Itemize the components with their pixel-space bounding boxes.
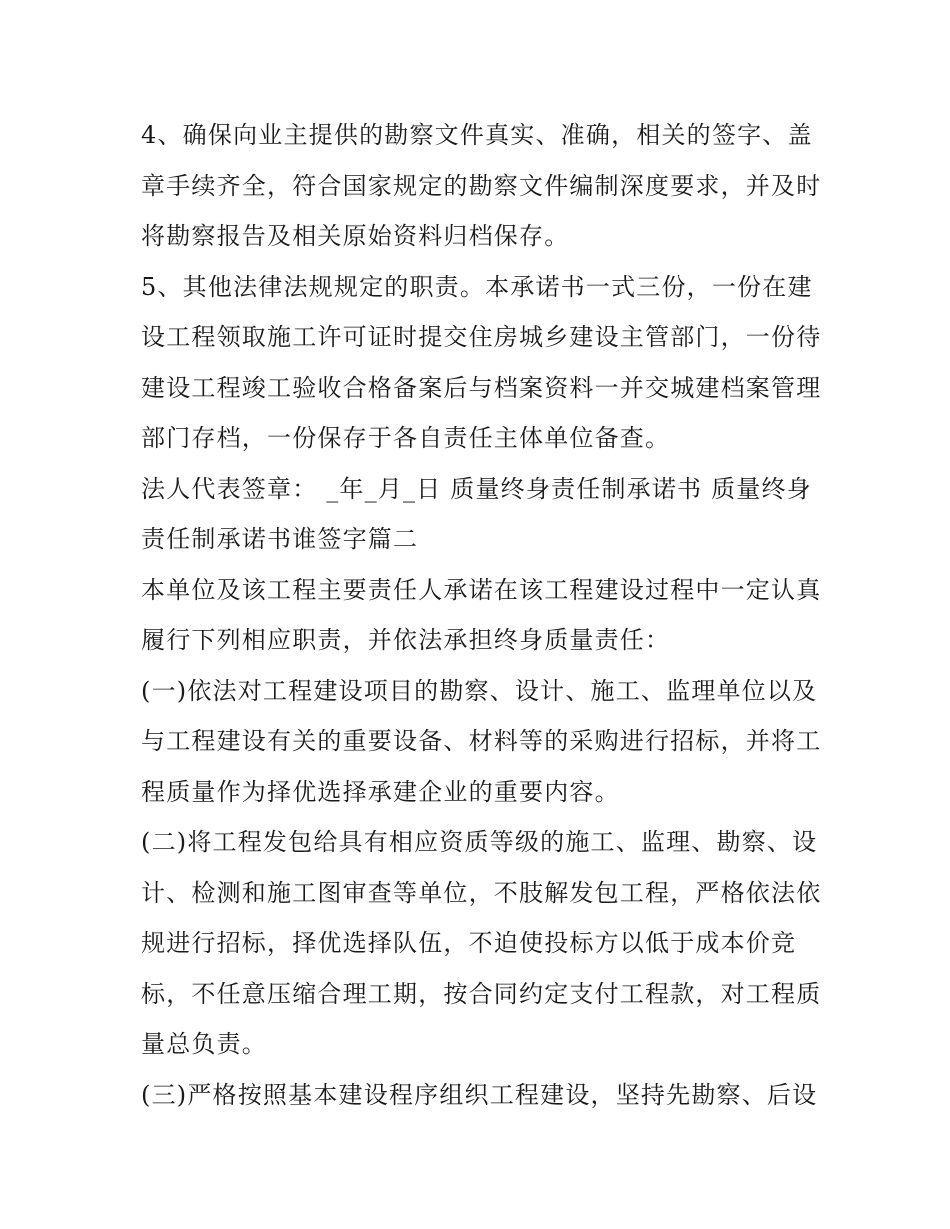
text-line: 4、确保向业主提供的勘察文件真实、准确，相关的签字、盖 — [141, 121, 813, 149]
section-heading: 责任制承诺书谁签字篇二 — [141, 525, 419, 553]
text-line: 与工程建设有关的重要设备、材料等的采购进行招标，并将工 — [141, 727, 822, 755]
text-line: 部门存档，一份保存于各自责任主体单位备查。 — [141, 424, 671, 452]
text-line: 计、检测和施工图审查等单位，不肢解发包工程，严格依法依 — [141, 878, 822, 907]
text-line: 标，不任意压缩合理工期，按合同约定支付工程款，对工程质 — [141, 979, 822, 1008]
text-line: 本单位及该工程主要责任人承诺在该工程建设过程中一定认真 — [141, 575, 822, 604]
document-body — [141, 110, 831, 1120]
text-line: 程质量作为择优选择承建企业的重要内容。 — [141, 777, 620, 806]
text-line: 5、其他法律法规规定的职责。本承诺书一式三份，一份在建 — [141, 272, 813, 301]
text-line: 规进行招标，择优选择队伍，不迫使投标方以低于成本价竞 — [141, 929, 797, 957]
text-line: 章手续齐全，符合国家规定的勘察文件编制深度要求，并及时 — [141, 171, 822, 200]
text-line: (三)严格按照基本建设程序组织工程建设，坚持先勘察、后设 — [141, 1080, 818, 1109]
text-line: 建设工程竣工验收合格备案后与档案资料一并交城建档案管理 — [141, 373, 822, 402]
text-line: 量总负责。 — [141, 1030, 267, 1058]
text-line: (二)将工程发包给具有相应资质等级的施工、监理、勘察、设 — [141, 828, 818, 856]
signature-line: 法人代表签章： _年_月_日 质量终身责任制承诺书 质量终身 — [141, 474, 812, 503]
text-line: (一)依法对工程建设项目的勘察、设计、施工、监理单位以及 — [141, 676, 818, 705]
text-line: 设工程领取施工许可证时提交住房城乡建设主管部门，一份待 — [141, 323, 822, 351]
text-line: 履行下列相应职责，并依法承担终身质量责任： — [141, 626, 671, 654]
text-line: 将勘察报告及相关原始资料归档保存。 — [141, 222, 570, 250]
